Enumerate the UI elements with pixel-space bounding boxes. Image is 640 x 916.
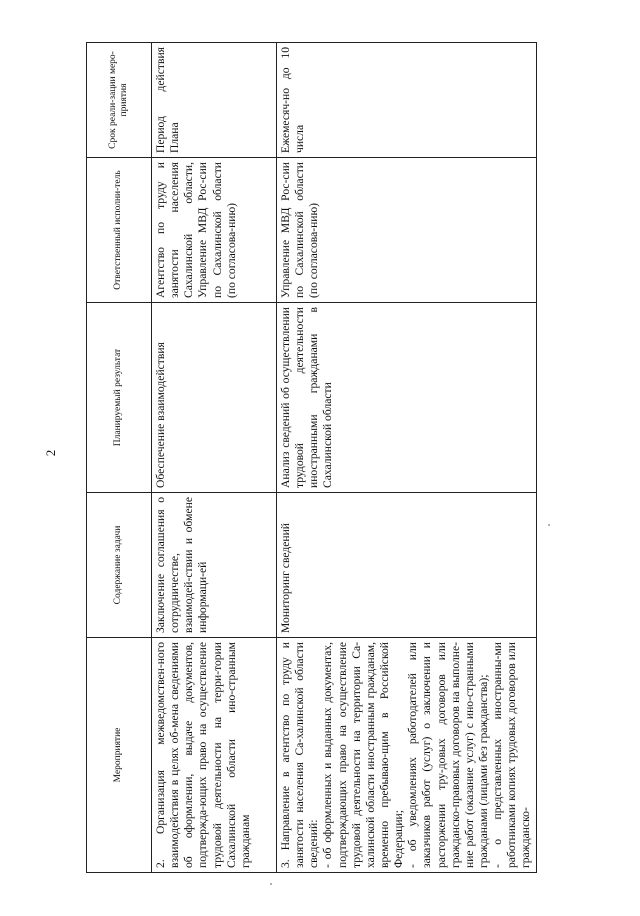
page-number: 2 [43,449,58,457]
scan-speck [270,883,272,885]
row-responsible-cell: Агентство по труду и занятости населения Сахалинской области, Управление МВД Рос-сии по Сахалинской области (по согласова-нию) [152,158,277,303]
header-result: Планируемый результат [87,303,152,493]
row-deadline-cell: Ежемесяч-но до 10 числа [277,43,537,158]
scan-speck [548,524,550,526]
rotated-landscape-page [86,43,640,873]
row-event-cell [277,638,537,873]
header-event: Мероприятие [87,638,152,873]
header-responsible: Ответственный исполни-тель [87,158,152,303]
row-result-cell: Анализ сведений об осуществлении трудовой деятельности иностранными гражданами в Сахалинской области [277,303,537,493]
header-deadline: Срок реали-зации меро-приятия [87,43,152,158]
event-line: - о представленных иностранны-ми работниками копиях трудовых договоров или гражданско- [491,642,533,868]
header-task: Содержание задачи [87,493,152,638]
table-row [152,43,277,873]
row-task-cell: Мониторинг сведений [277,493,537,638]
row-result-cell: Обеспечение взаимодействия [152,303,277,493]
row-responsible-cell: Управление МВД Рос-сии по Сахалинской области (по согласова-нию) [277,158,537,303]
event-line: 3. Направление в агентство по труду и занятости населения Са-халинской области сведений: [279,642,321,868]
event-line: - об уведомлениях работодателей или заказчиков работ (услуг) о заключении и расторжении тру-довых договоров или гражданско-правовых договоров на выполне-ние работ (оказание услуг) с ино-странными гражданами (лицами без гражданства); [406,642,490,868]
row-task-cell: Заключение соглашения о сотрудничестве, взаимодей-ствии и обмене информаци-ей [152,493,277,638]
row-event-cell: 2. Организация межведомствен-ного взаимодействия в целях об-мена сведениями об оформлении, выдаче документов, подтвержда-ющих право на осуществление трудовой деятельности на терри-тории Сахалинской области ино-странным гражданам [152,638,277,873]
table-header-row [87,43,152,873]
event-line: - об оформленных и выданных документах, подтверждающих право на осуществление трудовой деятельности на территории Са-халинской области иностранным гражданам, временно пребываю-щим в Российской Федерации; [321,642,406,868]
row-deadline-cell: Период действия Плана [152,43,277,158]
plan-table [86,42,537,873]
table-row [277,43,537,873]
